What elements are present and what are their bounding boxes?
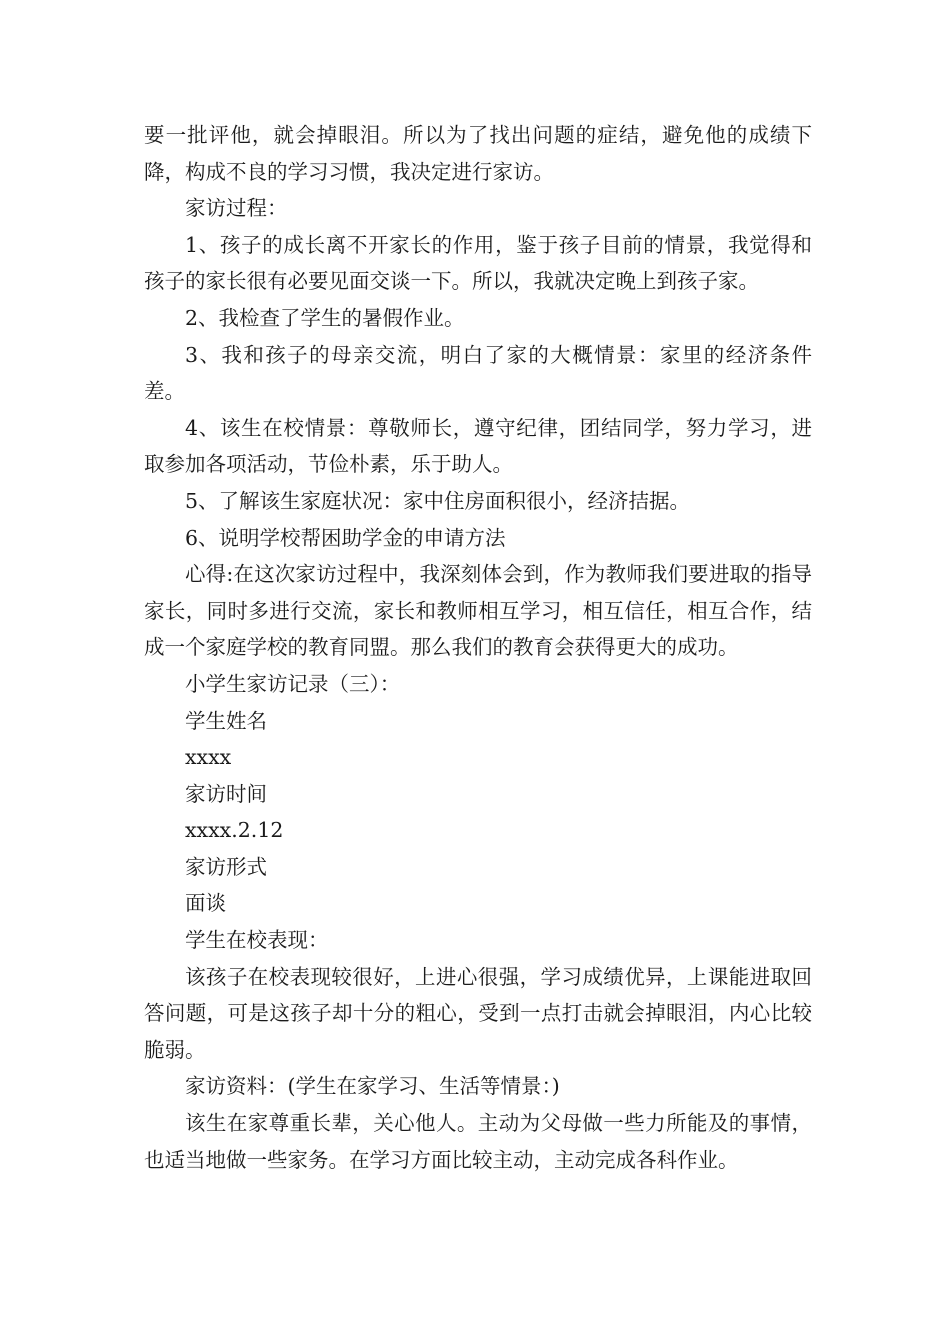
paragraph-home-behavior: 该生在家尊重长辈，关心他人。主动为父母做一些力所能及的事情，也适当地做一些家务。在学习方面比较主动，主动完成各科作业。 bbox=[144, 1111, 812, 1172]
document-body bbox=[144, 117, 812, 1178]
paragraph-item-1: 1、孩子的成长离不开家长的作用，鉴于孩子目前的情景，我觉得和孩子的家长很有必要见面交谈一下。所以，我就决定晚上到孩子家。 bbox=[144, 232, 812, 294]
field-label-student-name: 学生姓名 bbox=[185, 708, 267, 733]
paragraph-school-performance: 该孩子在校表现较很好，上进心很强，学习成绩优异，上课能进取回答问题，可是这孩子却十分的粗心，受到一点打击就会掉眼泪，内心比较脆弱。 bbox=[144, 964, 812, 1062]
field-value-visit-time: xxxx.2.12 bbox=[185, 818, 284, 843]
paragraph-heading-visit-process: 家访过程： bbox=[185, 196, 288, 221]
field-label-school-performance: 学生在校表现： bbox=[185, 928, 329, 953]
paragraph-continuation: 要一批评他，就会掉眼泪。所以为了找出问题的症结，避免他的成绩下降，构成不良的学习习惯，我决定进行家访。 bbox=[144, 123, 812, 184]
field-value-student-name: xxxx bbox=[185, 745, 232, 770]
paragraph-item-3: 3、我和孩子的母亲交流，明白了家的大概情景：家里的经济条件差。 bbox=[144, 342, 812, 404]
field-value-visit-form: 面谈 bbox=[185, 891, 226, 916]
paragraph-item-2: 2、我检查了学生的暑假作业。 bbox=[185, 305, 465, 330]
paragraph-item-6: 6、说明学校帮困助学金的申请方法 bbox=[185, 525, 506, 550]
paragraph-reflection: 心得:在这次家访过程中，我深刻体会到，作为教师我们要进取的指导家长，同时多进行交流，家长和教师相互学习，相互信任，相互合作，结成一个家庭学校的教育同盟。那么我们的教育会获得更大的成功。 bbox=[144, 562, 812, 660]
field-label-visit-time: 家访时间 bbox=[185, 781, 267, 806]
field-label-visit-materials: 家访资料：(学生在家学习、生活等情景：) bbox=[185, 1074, 560, 1099]
field-label-visit-form: 家访形式 bbox=[185, 854, 267, 879]
paragraph-item-5: 5、了解该生家庭状况：家中住房面积很小，经济拮据。 bbox=[185, 488, 691, 513]
paragraph-item-4: 4、该生在校情景：尊敬师长，遵守纪律，团结同学，努力学习，进取参加各项活动，节俭朴素，乐于助人。 bbox=[144, 415, 812, 477]
paragraph-record-title: 小学生家访记录（三）： bbox=[185, 671, 401, 696]
